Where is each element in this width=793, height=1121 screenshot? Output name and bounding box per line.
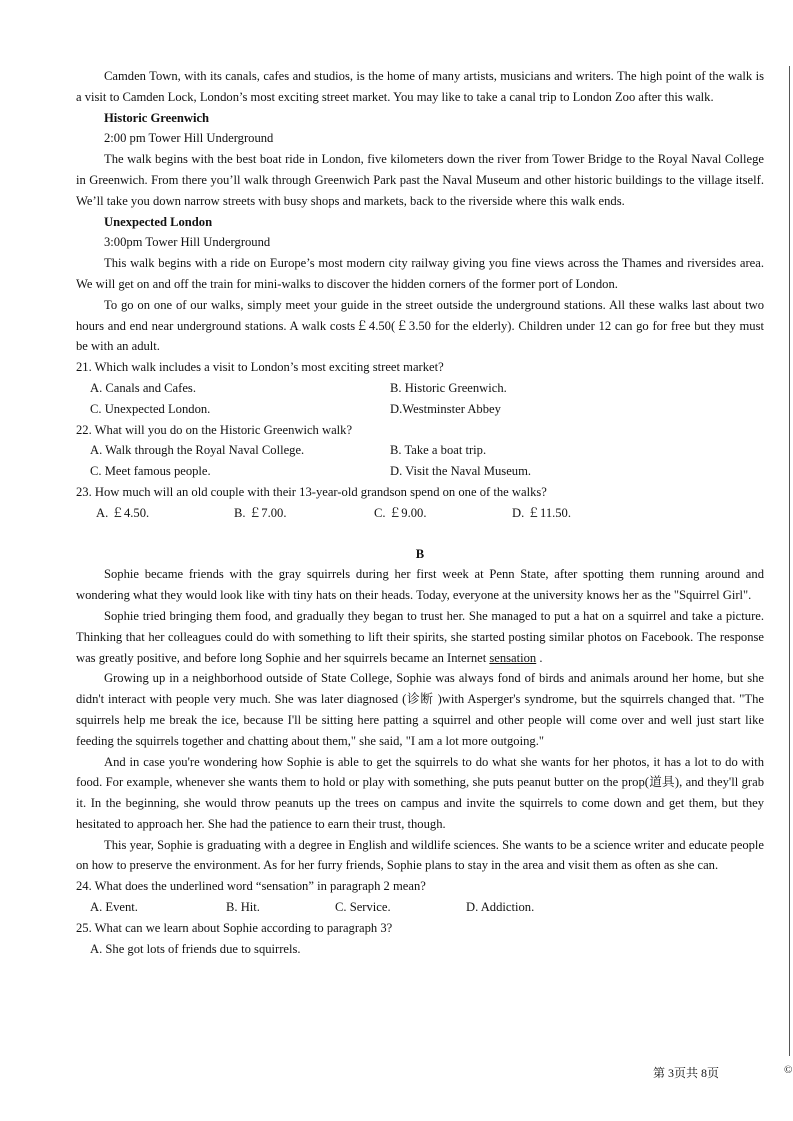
sophie-paragraph-3: Growing up in a neighborhood outside of State College, Sophie was always fond of birds and animals around her home, but she didn't interact with people very much. She was later diagnosed (诊断 )with Asperger's syndrome, but the squirrels changed that. "The squirrels help me break the ice, because I'll be sitting here patting a squirrel and other people will come over and well just start like feeding the squirrels together and chatting about them," she said, "I am a lot more outgoing." (76, 671, 764, 748)
section-b-label: B (415, 546, 425, 561)
q23-option-b: B. ￡7.00. (234, 505, 287, 520)
p2-text-before: Sophie tried bringing them food, and gradually they began to trust her. She managed to put a hat on a squirrel and take a picture. Thinking that her colleagues could do with something to lift their spirits, she started posting similar photos on Facebook. The response was greatly positive, and before long Sophie and her squirrels became an Internet (76, 608, 764, 665)
q23-options-row (76, 503, 764, 524)
page-number: 第 3页共 8页 (653, 1066, 720, 1080)
right-margin-rule (789, 66, 790, 1056)
q22-option-c: C. Meet famous people. (90, 464, 211, 479)
question-24: 24. What does the underlined word “sensation” in paragraph 2 mean? (76, 879, 426, 894)
q22-option-b: B. Take a boat trip. (390, 443, 487, 458)
sophie-paragraph-4: And in case you're wondering how Sophie is able to get the squirrels to do what she wants for her photos, it has a lot to do with food. For example, whenever she wants them to hold or play with something, she puts peanut butter on the prop(道具), and they'll grab it. In the beginning, she would throw peanuts up the trees on campus and invite the squirrels to come down and get them, but they hesitated to approach her. She had the patience to earn their trust, though. (76, 754, 764, 831)
unexpected-paragraph: This walk begins with a ride on Europe’s most modern city railway giving you fine views across the Thames and riversides area. We will get on and off the train for mini-walks to discover the hidden corners of the former port of London. (76, 256, 764, 291)
underlined-word-sensation: sensation (489, 650, 537, 665)
p2-text-after: . (536, 650, 543, 665)
q21-option-c: C. Unexpected London. (90, 401, 211, 416)
q24-options-row (76, 897, 764, 918)
q24-option-b: B. Hit. (226, 900, 260, 915)
q21-options-row-1 (76, 378, 764, 399)
greenwich-time: 2:00 pm Tower Hill Underground (104, 131, 274, 146)
copyright-mark: © (784, 1064, 793, 1076)
camden-paragraph: Camden Town, with its canals, cafes and studios, is the home of many artists, musicians and writers. The high point of the walk is a visit to Camden Lock, London’s most exciting street market. You may like to take a canal trip to London Zoo after this walk. (76, 69, 764, 104)
q22-option-d: D. Visit the Naval Museum. (390, 464, 532, 479)
question-23: 23. How much will an old couple with their 13-year-old grandson spend on one of the walks? (76, 484, 547, 499)
q23-option-c: C. ￡9.00. (374, 505, 427, 520)
walk-info-paragraph: To go on one of our walks, simply meet your guide in the street outside the underground stations. All these walks last about two hours and end near underground stations. A walk costs￡4.50(￡3.50 for the elderly). Children under 12 can go for free but they must be with an adult. (76, 297, 764, 354)
exam-page (76, 66, 764, 959)
question-21: 21. Which walk includes a visit to London’s most exciting street market? (76, 360, 444, 375)
unexpected-title: Unexpected London (104, 214, 213, 229)
question-25: 25. What can we learn about Sophie according to paragraph 3? (76, 920, 393, 935)
unexpected-time: 3:00pm Tower Hill Underground (104, 235, 271, 250)
q23-option-d: D. ￡11.50. (512, 505, 572, 520)
q25-option-a: A. She got lots of friends due to squirrels. (90, 941, 301, 956)
greenwich-paragraph: The walk begins with the best boat ride in London, five kilometers down the river from Tower Bridge to the Royal Naval College in Greenwich. From there you’ll walk through Greenwich Park past the Naval Museum and other historic buildings to the village itself. We’ll take you down narrow streets with busy shops and markets, back to the riverside where this walk ends. (76, 152, 764, 208)
q21-option-d: D.Westminster Abbey (390, 401, 501, 416)
greenwich-title: Historic Greenwich (104, 110, 210, 125)
q22-options-row-2 (76, 461, 764, 482)
q24-option-c: C. Service. (335, 900, 391, 915)
q24-option-d: D. Addiction. (466, 900, 535, 915)
q24-option-a: A. Event. (90, 900, 138, 915)
sophie-paragraph-5: This year, Sophie is graduating with a degree in English and wildlife sciences. She wants to be a science writer and educate people on how to preserve the environment. As for her furry friends, Sophie plans to stay in the area and visit them as often as she can. (76, 837, 764, 873)
q25-options-row (76, 939, 764, 960)
question-22: 22. What will you do on the Historic Greenwich walk? (76, 422, 353, 437)
q21-option-b: B. Historic Greenwich. (390, 380, 507, 395)
sophie-paragraph-1: Sophie became friends with the gray squirrels during her first week at Penn State, after spotting them running around and wondering what they would look like with tiny hats on their heads. Today, everyone at the university knows her as the "Squirrel Girl". (76, 567, 764, 603)
q21-option-a: A. Canals and Cafes. (90, 380, 196, 395)
sophie-paragraph-2 (76, 606, 764, 668)
q22-options-row-1 (76, 440, 764, 461)
q22-option-a: A. Walk through the Royal Naval College. (90, 443, 305, 458)
q21-options-row-2 (76, 399, 764, 420)
q23-option-a: A. ￡4.50. (96, 505, 150, 520)
